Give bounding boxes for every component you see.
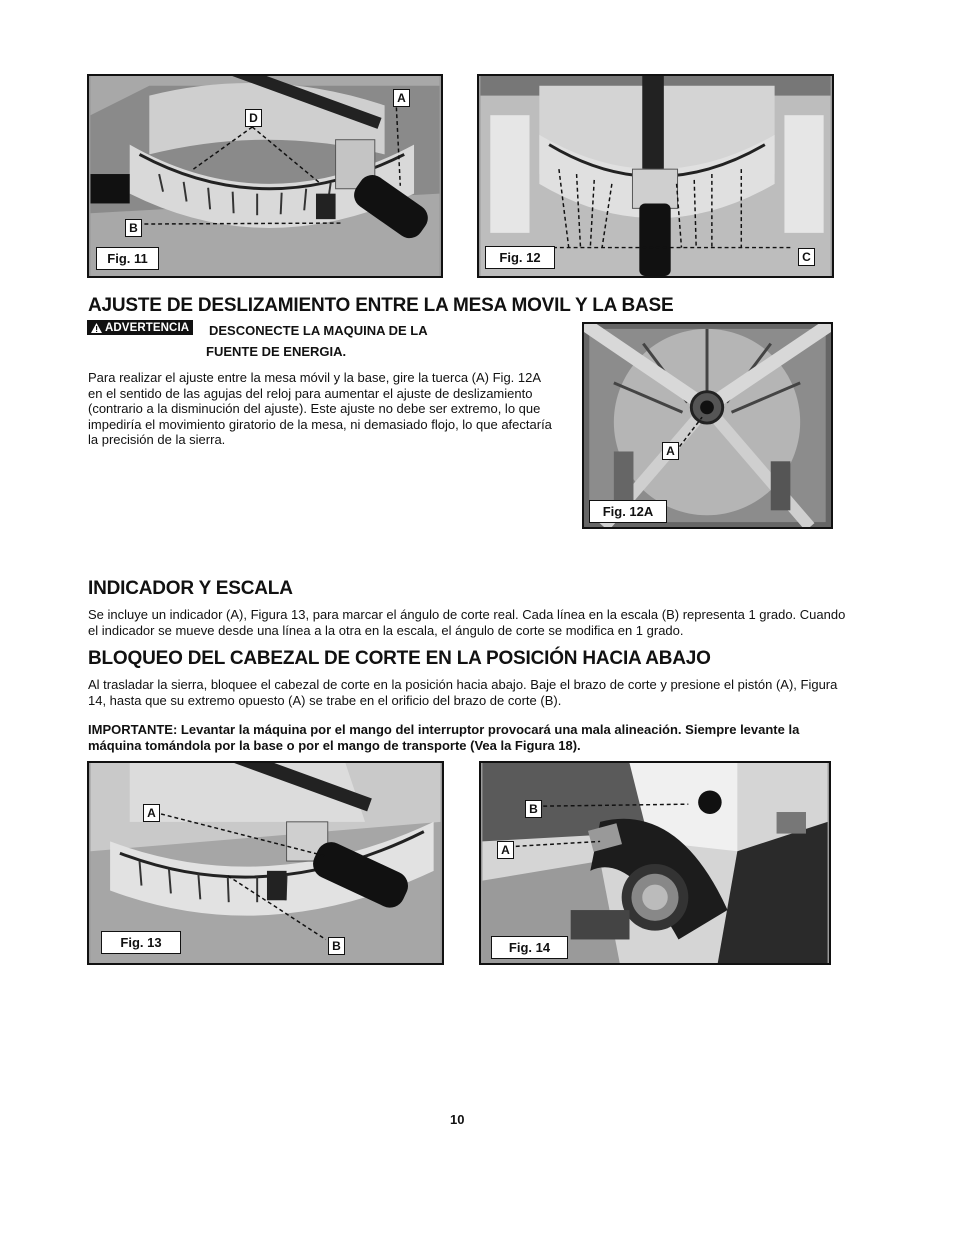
fig13-label: Fig. 13 — [101, 931, 181, 954]
fig13-callout-a: A — [143, 804, 160, 822]
fig11-callout-a: A — [393, 89, 410, 107]
fig11-photo — [89, 76, 441, 276]
fig11-callout-b: B — [125, 219, 142, 237]
section3-body: Al trasladar la sierra, bloquee el cabezal de corte en la posición hacia abajo. Baje el brazo de corte y presione el pistón (A), Figura 14, hasta que su extremo opuesto (A) se trabe en el orificio del brazo de corte (B). — [88, 677, 838, 708]
fig13-callout-b: B — [328, 937, 345, 955]
warning-line-2: FUENTE DE ENERGIA. — [206, 344, 347, 359]
fig11-callout-d: D — [245, 109, 262, 127]
fig12-label: Fig. 12 — [485, 246, 555, 269]
fig12a-photo — [584, 324, 831, 527]
section3-important: IMPORTANTE: Levantar la máquina por el mango del interruptor provocará una mala alineación. Siempre levante la máquina tomándola por la base o por el mango de transporte (Vea la Figura 18). — [88, 722, 800, 753]
warning-text — [206, 320, 428, 362]
warning-badge — [87, 320, 193, 335]
figure-13 — [87, 761, 444, 965]
warning-line-1: DESCONECTE LA MAQUINA DE LA — [209, 323, 428, 338]
fig11-label: Fig. 11 — [96, 247, 159, 270]
figure-12a — [582, 322, 833, 529]
figure-14 — [479, 761, 831, 965]
section-title-head-lock: BLOQUEO DEL CABEZAL DE CORTE EN LA POSICIÓN HACIA ABAJO — [88, 648, 711, 669]
fig12-callout-c: C — [798, 248, 815, 266]
fig14-label: Fig. 14 — [491, 936, 568, 959]
figure-11 — [87, 74, 443, 278]
fig14-callout-a: A — [497, 841, 514, 859]
section-title-indicator-scale: INDICADOR Y ESCALA — [88, 578, 293, 599]
fig14-photo — [481, 763, 829, 963]
section-title-slide-adjust: AJUSTE DE DESLIZAMIENTO ENTRE LA MESA MOVIL Y LA BASE — [88, 295, 674, 316]
warning-triangle-icon — [91, 323, 102, 333]
figure-12 — [477, 74, 834, 278]
page-number: 10 — [450, 1112, 465, 1127]
fig12a-callout-a: A — [662, 442, 679, 460]
warning-badge-label: ADVERTENCIA — [105, 322, 190, 334]
fig12a-label: Fig. 12A — [589, 500, 667, 523]
section2-body: Se incluye un indicador (A), Figura 13, para marcar el ángulo de corte real. Cada línea en la escala (B) representa 1 grado. Cuando el indicador se mueve desde una línea a la otra en la escala, el ángulo de corte se modifica en 1 grado. — [88, 607, 846, 638]
fig14-callout-b: B — [525, 800, 542, 818]
section1-body: Para realizar el ajuste entre la mesa móvil y la base, gire la tuerca (A) Fig. 12A en el sentido de las agujas del reloj para aumentar el ajuste de deslizamiento (contrario a la disminución del ajuste). Este ajuste no debe ser extremo, lo que impediría el movimiento giratorio de la mesa, ni demasiado flojo, lo que afectaría la precisión de la sierra. — [88, 370, 552, 447]
